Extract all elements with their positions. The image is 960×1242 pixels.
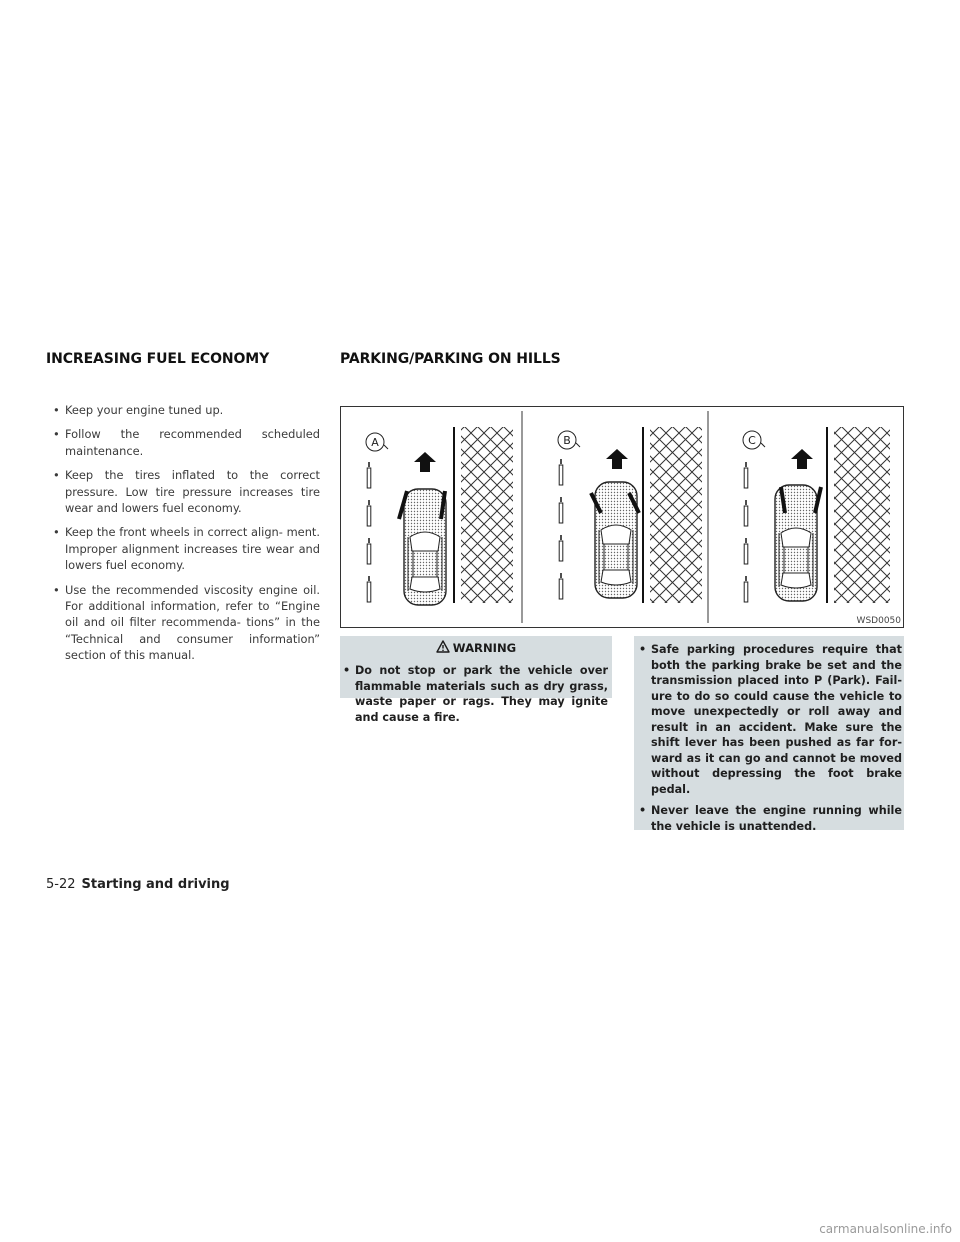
parking-illustration — [340, 406, 904, 628]
list-item: • Keep the tires inflated to the correct pressure. Low tire pressure increases tire wear and lowers fuel economy. — [53, 468, 320, 516]
warning-list-left — [340, 663, 608, 731]
warning-title: WARNING — [452, 641, 517, 655]
warning-header — [340, 636, 612, 660]
forward-arrow-icon — [414, 452, 436, 472]
section-heading-parking: PARKING/PARKING ON HILLS — [340, 351, 561, 367]
page-number: 5-22 — [46, 877, 76, 892]
warning-triangle-icon — [436, 640, 450, 656]
panel-label-b: B — [563, 434, 571, 447]
warning-item-text: Safe parking procedures require that both the parking brake be set and the transmission placed into P (Park). Fail- ure to do so could cause the vehicle to move unexpectedly or roll away and result in an accident. Make sure the shift lever has been pushed as far for- ward as it can go and cannot be moved without depressing the foot brake pedal. — [651, 643, 902, 796]
fuel-tips-list — [46, 402, 320, 672]
forward-arrow-icon — [606, 449, 628, 469]
car-a — [404, 489, 446, 605]
panel-b — [558, 427, 702, 603]
forward-arrow-icon — [791, 449, 813, 469]
warning-item-text: Do not stop or park the vehicle over flammable materials such as dry grass, waste paper or rags. They may ignite and cause a fire. — [355, 664, 608, 724]
list-item-text: Follow the recommended scheduled maintenance. — [65, 427, 320, 458]
list-item: • Follow the recommended scheduled maintenance. — [53, 427, 320, 458]
watermark: carmanualsonline.info — [819, 1222, 952, 1236]
panel-c — [743, 427, 890, 603]
figure-code: WSD0050 — [856, 616, 901, 626]
section-heading-fuel-economy: INCREASING FUEL ECONOMY — [46, 351, 270, 367]
panel-label-a: A — [371, 436, 379, 449]
list-item-text: Keep the front wheels in correct align- ment. Improper alignment increases tire wear and lowers fuel economy. — [65, 525, 320, 573]
warning-list-right — [636, 642, 902, 840]
car-c — [775, 485, 817, 601]
list-item-text: Keep the tires inflated to the correct pressure. Low tire pressure increases tire wear and lowers fuel economy. — [65, 468, 320, 516]
panel-label-c: C — [748, 434, 756, 447]
section-name: Starting and driving — [81, 877, 230, 892]
warning-item: • Never leave the engine running while the vehicle is unattended. — [639, 804, 902, 833]
list-item-text: Use the recommended viscosity engine oil. For additional information, refer to “Engine oil and oil filter recommenda- tions” in the “Technical and consumer information” section of this manual. — [65, 582, 320, 663]
warning-item-text: Never leave the engine running while the vehicle is unattended. — [651, 804, 902, 833]
parking-diagram-svg — [341, 407, 903, 627]
list-item-text: Keep your engine tuned up. — [65, 403, 224, 417]
warning-item: • Do not stop or park the vehicle over flammable materials such as dry grass, waste paper or rags. They may ignite and cause a fire. — [343, 664, 608, 724]
page-footer — [46, 877, 230, 892]
list-item: • Keep the front wheels in correct align- ment. Improper alignment increases tire wear and lowers fuel economy. — [53, 525, 320, 573]
list-item: • Keep your engine tuned up. — [53, 403, 224, 417]
list-item: • Use the recommended viscosity engine oil. For additional information, refer to “Engine oil and oil filter recommenda- tions” in the “Technical and consumer information” section of this manual. — [53, 582, 320, 663]
panel-a — [366, 427, 513, 605]
warning-item: • Safe parking procedures require that both the parking brake be set and the transmission placed into P (Park). Fail- ure to do so could cause the vehicle to move unexpectedly or roll away and result in an accident. Make sure the shift lever has been pushed as far for- ward as it can go and cannot be moved without depressing the foot brake pedal. — [639, 643, 902, 796]
